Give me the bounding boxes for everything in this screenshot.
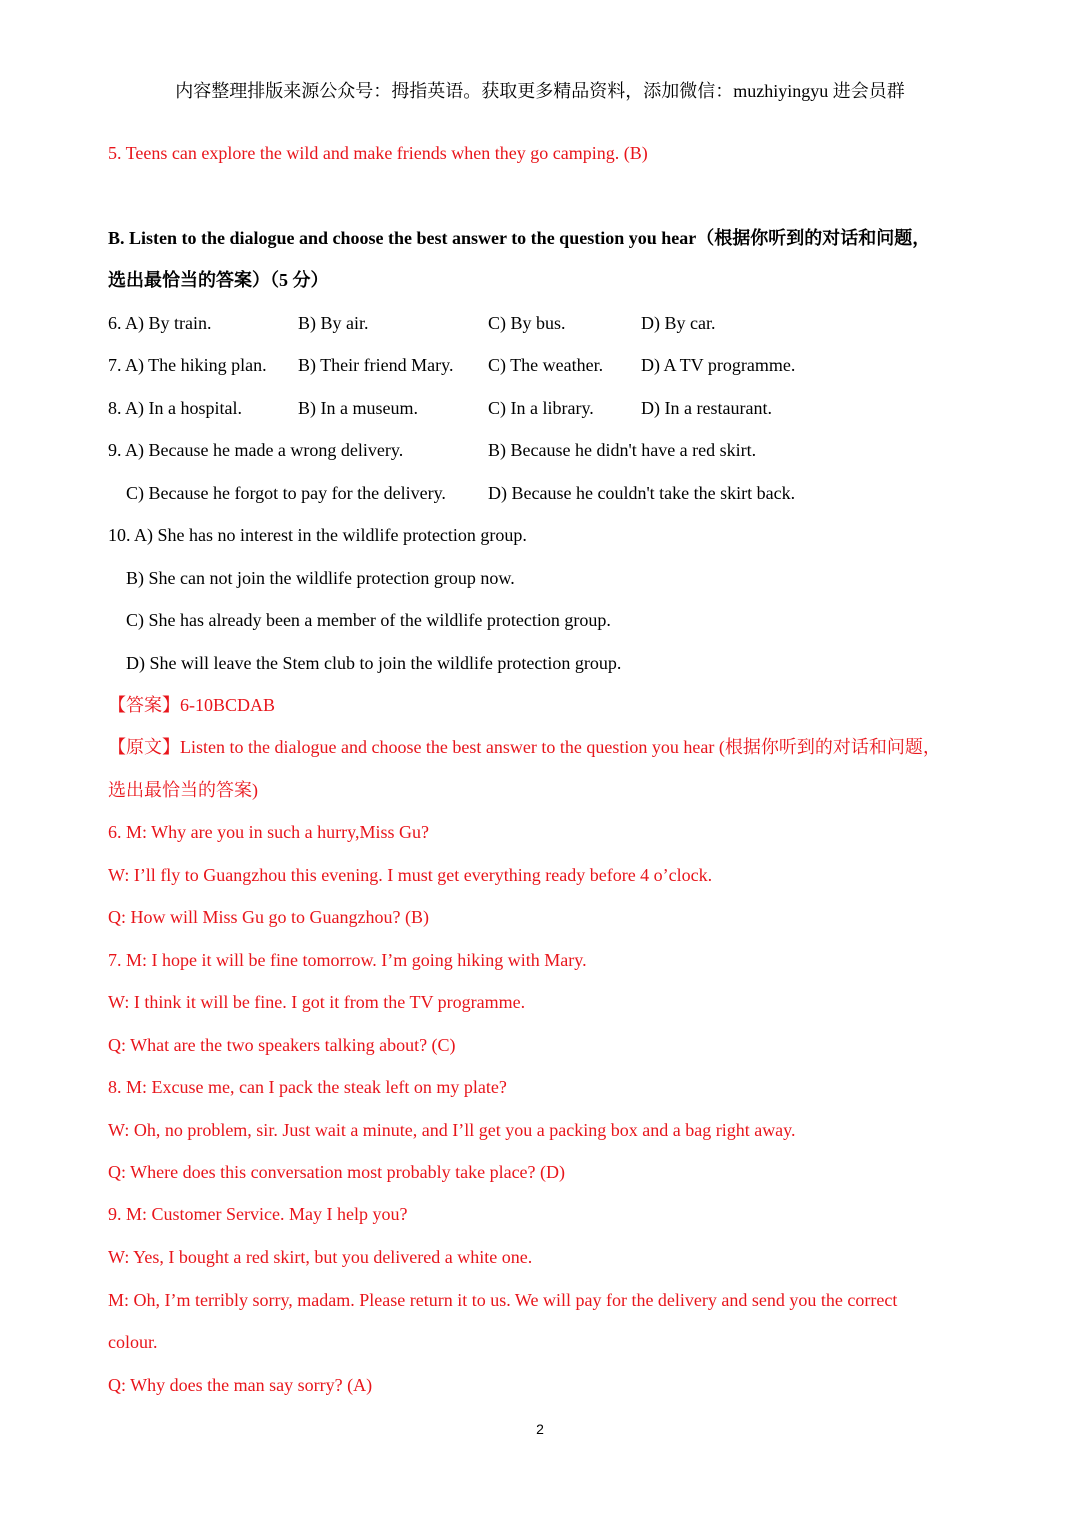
- page-number: 2: [536, 1421, 544, 1437]
- page-header: 内容整理排版来源公众号：拇指英语。获取更多精品资料，添加微信：muzhiyingyu 进会员群: [175, 81, 905, 101]
- transcript-line: 7. M: I hope it will be fine tomorrow. I’m going hiking with Mary.: [108, 950, 587, 970]
- q10-option-d: D) She will leave the Stem club to join the wildlife protection group.: [126, 653, 622, 673]
- section-b-title-line1: B. Listen to the dialogue and choose the best answer to the question you hear（根据你听到的对话和问题，: [108, 228, 931, 248]
- transcript-line: Q: What are the two speakers talking about? (C): [108, 1035, 456, 1055]
- q7-option-d: D) A TV programme.: [641, 355, 796, 375]
- transcript-line: W: Oh, no problem, sir. Just wait a minute, and I’ll get you a packing box and a bag right away.: [108, 1120, 796, 1140]
- transcript-line: W: I think it will be fine. I got it from the TV programme.: [108, 992, 526, 1012]
- q6-option-a: 6. A) By train.: [108, 313, 212, 333]
- q8-option-b: B) In a museum.: [298, 398, 418, 418]
- transcript-line: 6. M: Why are you in such a hurry,Miss Gu?: [108, 822, 429, 842]
- q6-option-b: B) By air.: [298, 313, 369, 333]
- q8-option-c: C) In a library.: [488, 398, 594, 418]
- q5-answer: 5. Teens can explore the wild and make friends when they go camping. (B): [108, 143, 648, 163]
- section-b-title-line2: 选出最恰当的答案）（5 分）: [108, 270, 329, 290]
- transcript-line: Q: Where does this conversation most probably take place? (D): [108, 1162, 566, 1182]
- q7-option-c: C) The weather.: [488, 355, 604, 375]
- q9-option-a: 9. A) Because he made a wrong delivery.: [108, 440, 404, 460]
- transcript-line: W: Yes, I bought a red skirt, but you delivered a white one.: [108, 1247, 533, 1267]
- q10-option-c: C) She has already been a member of the wildlife protection group.: [126, 610, 611, 630]
- q10-option-b: B) She can not join the wildlife protection group now.: [126, 568, 515, 588]
- q6-option-d: D) By car.: [641, 313, 716, 333]
- transcript-line: colour.: [108, 1332, 158, 1352]
- transcript-line: 8. M: Excuse me, can I pack the steak left on my plate?: [108, 1077, 507, 1097]
- q9-option-d: D) Because he couldn't take the skirt back.: [488, 483, 796, 503]
- transcript-line: Q: Why does the man say sorry? (A): [108, 1375, 373, 1395]
- q7-option-b: B) Their friend Mary.: [298, 355, 454, 375]
- q10-option-a: 10. A) She has no interest in the wildlife protection group.: [108, 525, 527, 545]
- q8-option-a: 8. A) In a hospital.: [108, 398, 242, 418]
- q7-option-a: 7. A) The hiking plan.: [108, 355, 267, 375]
- q6-option-c: C) By bus.: [488, 313, 566, 333]
- transcript-line: Q: How will Miss Gu go to Guangzhou? (B): [108, 907, 429, 927]
- transcript-line: W: I’ll fly to Guangzhou this evening. I must get everything ready before 4 o’clock.: [108, 865, 713, 885]
- q9-option-b: B) Because he didn't have a red skirt.: [488, 440, 757, 460]
- q9-option-c: C) Because he forgot to pay for the delivery.: [126, 483, 446, 503]
- answer-line: 【答案】6-10BCDAB: [108, 695, 276, 715]
- transcript-line: M: Oh, I’m terribly sorry, madam. Please return it to us. We will pay for the delivery and send you the correct: [108, 1290, 898, 1310]
- original-line1: 【原文】Listen to the dialogue and choose the best answer to the question you hear (根据你听到的对话和问题，: [108, 737, 941, 757]
- original-line2: 选出最恰当的答案): [108, 780, 258, 800]
- transcript-line: 9. M: Customer Service. May I help you?: [108, 1204, 408, 1224]
- q8-option-d: D) In a restaurant.: [641, 398, 772, 418]
